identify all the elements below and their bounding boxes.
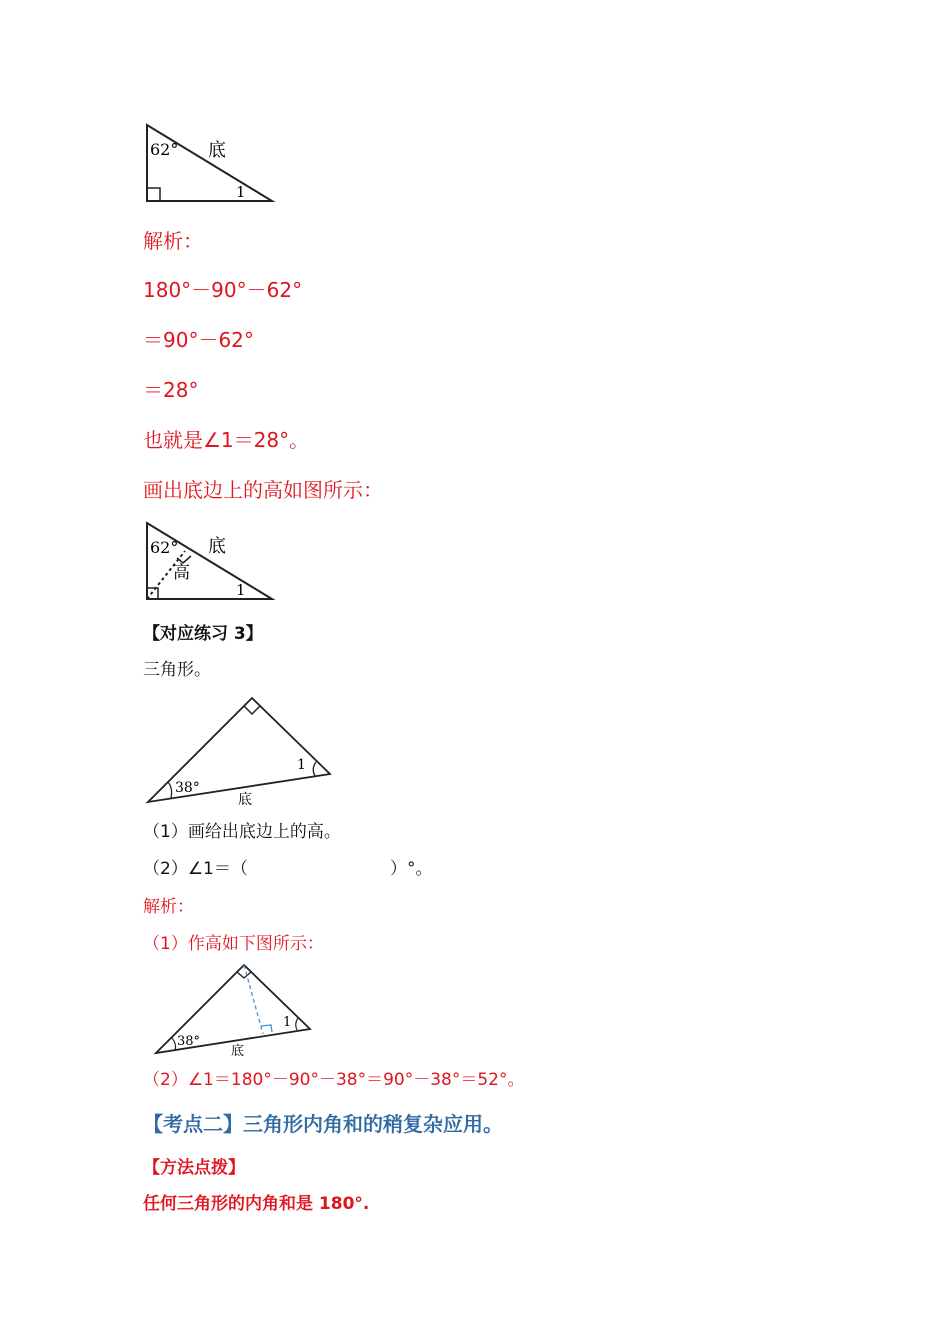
answer-blank[interactable]: [265, 876, 383, 877]
analysis1-line3: ＝28°: [143, 378, 199, 402]
analysis1-line4: 也就是∠1＝28°。: [143, 428, 310, 452]
figure2-base-label: 底: [208, 536, 226, 557]
exercise3-question-2-suffix: ）°。: [390, 859, 433, 879]
figure3-angle1-label: 1: [297, 757, 306, 773]
analysis3-step1: （1）作高如下图所示：: [143, 934, 324, 954]
figure2-angle1-label: 1: [236, 581, 246, 599]
method-heading: 【方法点拨】: [143, 1158, 245, 1178]
analysis3-step2: （2）∠1＝180°－90°－38°＝90°－38°＝52°。: [143, 1070, 525, 1090]
figure4-base-label: 底: [231, 1044, 245, 1059]
exercise3-heading: 【对应练习 3】: [143, 624, 263, 644]
analysis1-line1: 180°－90°－62°: [143, 278, 303, 302]
figure3-angle-label: 38°: [175, 780, 200, 796]
method-text: 任何三角形的内角和是 180°.: [143, 1194, 370, 1214]
figure-triangle-38-with-height: [148, 960, 318, 1062]
exercise3-intro: 三角形。: [143, 660, 211, 680]
figure-triangle-38: [140, 690, 340, 808]
figure1-base-label: 底: [208, 140, 226, 161]
figure-right-triangle-with-height: [140, 518, 280, 604]
figure-right-triangle-1: [140, 120, 280, 206]
analysis1-line5: 画出底边上的高如图所示：: [143, 478, 383, 502]
figure4-angle-label: 38°: [177, 1034, 201, 1049]
section2-heading: 【考点二】三角形内角和的稍复杂应用。: [143, 1112, 503, 1136]
figure1-angle-label: 62°: [150, 140, 179, 159]
figure2-height-label: 高: [173, 563, 190, 583]
figure3-base-label: 底: [238, 792, 252, 808]
analysis1-line2: ＝90°－62°: [143, 328, 254, 352]
figure1-angle1-label: 1: [236, 183, 246, 201]
exercise3-question-1: （1）画给出底边上的高。: [143, 822, 341, 842]
exercise3-question-2-prefix: （2）∠1＝（: [143, 859, 248, 879]
figure2-angle-label: 62°: [150, 538, 179, 557]
figure4-angle1-label: 1: [283, 1015, 292, 1030]
analysis1-heading: 解析：: [143, 229, 203, 253]
analysis3-heading: 解析：: [143, 897, 194, 917]
